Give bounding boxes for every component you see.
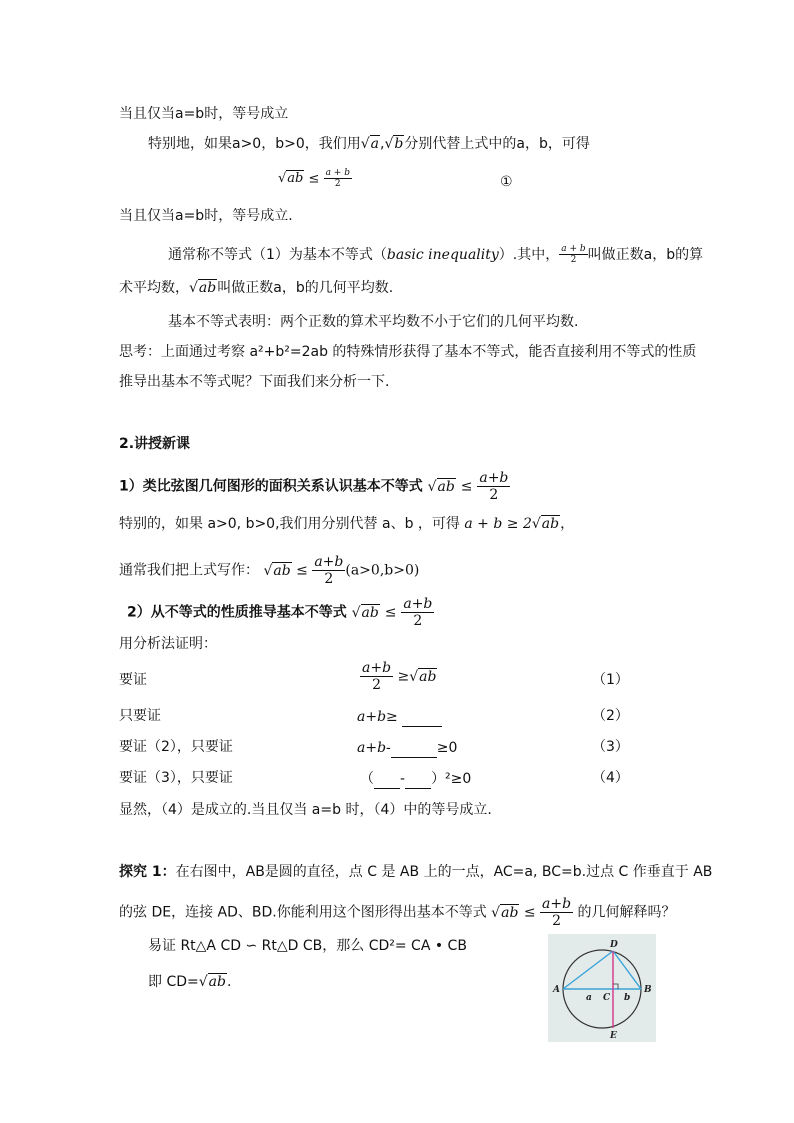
paragraph-equality-1: 当且仅当a=b时，等号成立: [119, 106, 289, 122]
row-1-tag: （1）: [592, 672, 629, 688]
subsection-2: 2）从不等式的性质推导基本不等式 √ab ≤ $\frac{a+b}{2}$: [127, 596, 433, 630]
row-4-expr: （ - ）²≥0: [360, 768, 471, 789]
blank-4a[interactable]: [374, 768, 400, 789]
formula-1: √ab ≤ $\frac{a + b}{2}$: [278, 168, 350, 190]
row-4-label: 要证（3），只要证: [119, 770, 233, 786]
row-2-tag: （2）: [592, 708, 629, 724]
row-1-expr: $\frac{a+b}{2}$ ≥√ab: [362, 660, 437, 694]
explore-line-2: 的弦 DE，连接 AD、BD.你能利用这个图形得出基本不等式 √ab ≤ $\frac{a+b}{2}$ 的几何解释吗？: [119, 896, 676, 930]
paragraph-usual-form: 通常我们把上式写作： √ab ≤ $\frac{a+b}{2}$ (a>0,b>0): [119, 554, 420, 588]
paragraph-think-2: 推导出基本不等式呢？下面我们来分析一下.: [119, 374, 390, 390]
label-b-length: b: [624, 993, 631, 1003]
label-e-point: E: [610, 1031, 617, 1041]
label-d-point: D: [610, 940, 618, 950]
paragraph-definition: 通常称不等式（1）为基本不等式（basic inequality）.其中， $\frac{a + b}{2}$ 叫做正数a，b的算: [168, 244, 704, 266]
paragraph-specially: 特别的，如果 a>0, b>0,我们用分别代替 a、b ，可得 a + b ≥ 2√ab，: [119, 516, 575, 532]
paragraph-statement: 基本不等式表明：两个正数的算术平均数不小于它们的几何平均数.: [168, 314, 579, 330]
row-2-label: 只要证: [119, 708, 161, 724]
label-a-length: a: [586, 993, 592, 1003]
label-b-point: B: [644, 985, 652, 995]
row-2-expr: a+b≥: [357, 706, 442, 727]
label-a-point: A: [553, 985, 560, 995]
circle-diagram: [548, 934, 656, 1042]
subsection-1: 1）类比弦图几何图形的面积关系认识基本不等式 √ab ≤ $\frac{a+b}{2}$: [119, 470, 509, 504]
label-c-point: C: [603, 993, 611, 1003]
blank-2[interactable]: [402, 706, 442, 727]
explore-cd: 即 CD=√ab.: [148, 974, 232, 990]
paragraph-conclusion: 显然，（4）是成立的.当且仅当 a=b 时，（4）中的等号成立.: [119, 802, 492, 818]
row-3-label: 要证（2），只要证: [119, 739, 233, 755]
blank-3[interactable]: [391, 737, 437, 758]
explore-line-1: 探究 1：在右图中，AB是圆的直径，点 C 是 AB 上的一点，AC=a, BC=b.过点 C 作垂直于 AB: [119, 864, 713, 880]
formula-1-tag: ①: [500, 174, 513, 190]
blank-4b[interactable]: [405, 768, 431, 789]
paragraph-geometric-mean: 术平均数，√ab叫做正数a，b的几何平均数.: [119, 280, 394, 296]
row-1-label: 要证: [119, 672, 147, 688]
paragraph-analysis: 用分析法证明：: [119, 636, 217, 652]
row-3-expr: a+b- ≥0: [357, 737, 457, 758]
paragraph-think-1: 思考：上面通过考察 a²+b²=2ab 的特殊情形获得了基本不等式，能否直接利用不等式的性质: [119, 344, 697, 360]
explore-similar: 易证 Rt△A CD ∽ Rt△D CB，那么 CD²= CA • CB: [148, 938, 467, 954]
paragraph-substitution: 特别地，如果a>0，b>0，我们用√a,√b分别代替上式中的a，b，可得: [148, 136, 590, 152]
row-3-tag: （3）: [592, 739, 629, 755]
row-4-tag: （4）: [592, 770, 629, 786]
section-heading: 2.讲授新课: [119, 436, 191, 452]
paragraph-equality-2: 当且仅当a=b时，等号成立.: [119, 208, 293, 224]
